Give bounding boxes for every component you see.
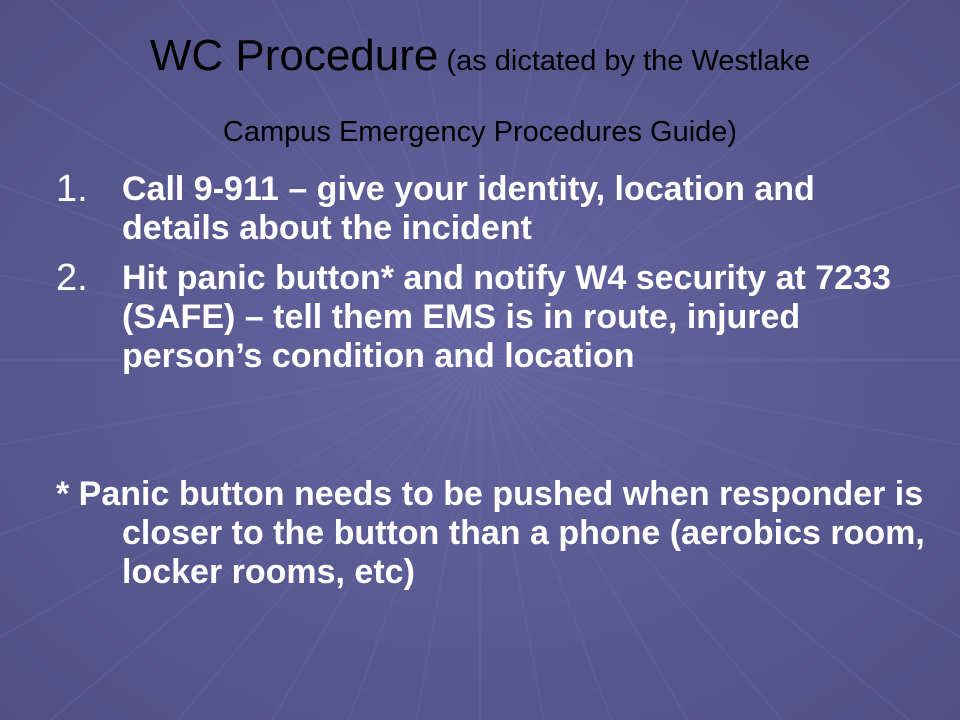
- procedure-step-1-number: 1.: [56, 168, 88, 210]
- procedure-step-2: [56, 259, 916, 376]
- slide-title-subtitle-line1: (as dictated by the Westlake: [438, 45, 811, 77]
- slide-title-main: WC Procedure: [149, 31, 439, 80]
- procedure-list: [56, 170, 916, 387]
- panic-button-note: * Panic button needs to be pushed when responder is closer to the button than a phone (aerobics room, locker rooms, etc): [56, 475, 925, 591]
- procedure-step-2-number: 2.: [56, 257, 88, 299]
- procedure-step-2-text: Hit panic button* and notify W4 security at 7233 (SAFE) – tell them EMS is in route, injured person’s condition and location: [122, 259, 891, 375]
- slide-title: [40, 26, 920, 91]
- procedure-step-1-text: Call 9-911 – give your identity, location and details about the incident: [122, 170, 815, 247]
- slide-title-subtitle-line2: Campus Emergency Procedures Guide): [222, 116, 738, 148]
- procedure-step-1: [56, 170, 916, 248]
